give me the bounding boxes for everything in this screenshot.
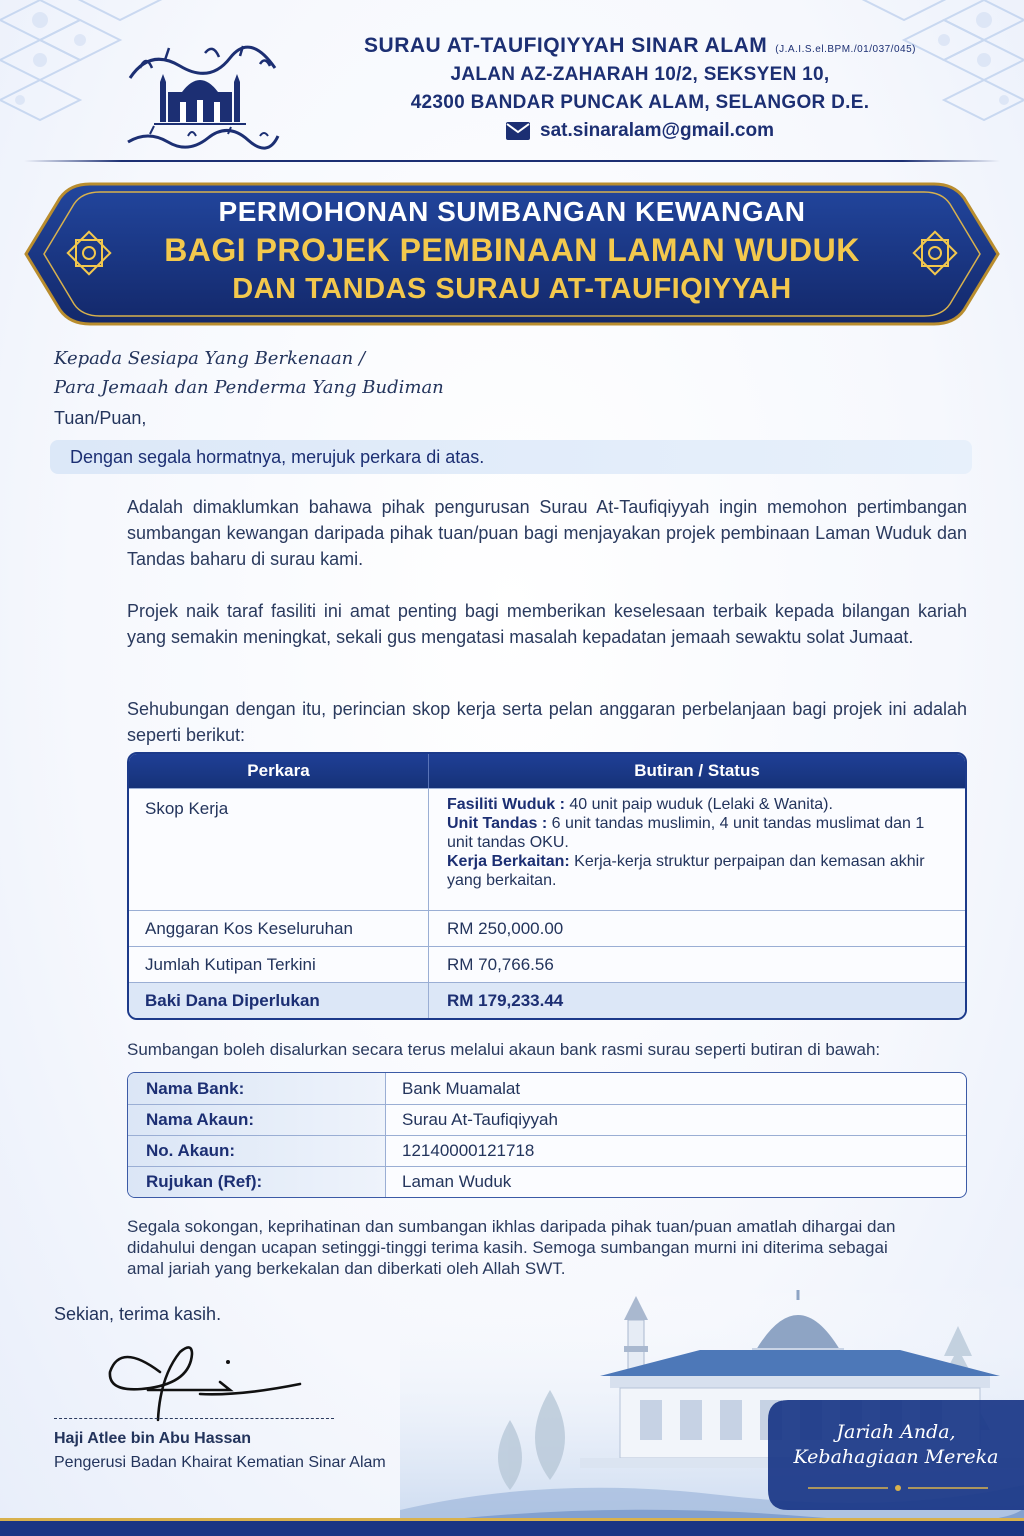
table-row (128, 1104, 966, 1135)
motto (778, 1420, 1014, 1470)
table-row (128, 1166, 966, 1197)
banner-line-3: DAN TANDAS SURAU AT-TAUFIQIYYAH (232, 273, 792, 305)
bank-table (127, 1072, 967, 1198)
letterhead (300, 34, 980, 142)
bank-field-label: No. Akaun: (128, 1136, 386, 1166)
closing: Sekian, terima kasih. (54, 1304, 222, 1324)
row-value: RM 250,000.00 (447, 918, 564, 938)
table-row (129, 910, 965, 946)
row-label: Jumlah Kutipan Terkini (129, 947, 429, 982)
banner-text (0, 196, 1024, 306)
bank-field-label: Nama Bank: (128, 1073, 386, 1104)
table-row (128, 1073, 966, 1104)
bottom-band (0, 1514, 1024, 1536)
org-name-row (300, 34, 980, 58)
signature-line (54, 1418, 334, 1419)
bank-field-value: Surau At-Taufiqiyyah (402, 1110, 558, 1129)
scope-item-title: Unit Tandas : (447, 815, 548, 832)
banner-line-1: PERMOHONAN SUMBANGAN KEWANGAN (218, 196, 806, 227)
column-header: Butiran / Status (634, 761, 760, 780)
row-value: RM 70,766.56 (447, 954, 554, 974)
scope-item-title: Kerja Berkaitan: (447, 853, 570, 870)
scope-item (447, 795, 947, 814)
column-header: Perkara (129, 754, 429, 788)
table-row (128, 1135, 966, 1166)
header-divider (24, 160, 1000, 162)
account-number[interactable]: 12140000121718 (402, 1141, 535, 1160)
paragraph-1: Adalah dimaklumkan bahawa pihak pengurusan Surau At-Taufiqiyyah ingin memohon pertimbangan sumbangan kewangan daripada pihak tuan/puan bagi menjayakan projek pembinaan Laman Wuduk dan Tandas baharu di surau kami. (127, 497, 967, 569)
total-row (129, 982, 965, 1018)
table-row (129, 788, 965, 910)
envelope-icon (506, 122, 530, 140)
motto-line-2: Kebahagiaan Mereka (793, 1446, 999, 1468)
scope-details (429, 789, 965, 910)
paragraph-2: Projek naik taraf fasiliti ini amat penting bagi memberikan keselesaan terbaik kepada bilangan kariah yang semakin meningkat, sekali gus mengatasi masalah kepadatan jemaah sewaktu solat Jumaat. (127, 601, 967, 647)
scope-item-text: 40 unit paip wuduk (Lelaki & Wanita). (564, 796, 833, 813)
email-address[interactable]: sat.sinaralam@gmail.com (540, 120, 774, 141)
address-line-2: 42300 BANDAR PUNCAK ALAM, SELANGOR D.E. (410, 92, 870, 113)
table-header-row (129, 754, 965, 788)
email-row (300, 120, 980, 142)
banner-line-2: BAGI PROJEK PEMBINAAN LAMAN WUDUK (164, 232, 860, 268)
bank-field-value: Laman Wuduk (402, 1172, 512, 1191)
total-label: Baki Dana Diperlukan (129, 983, 429, 1018)
scope-item (447, 814, 947, 852)
mosque-logo (110, 38, 290, 158)
paragraph-4: Segala sokongan, keprihatinan dan sumbangan ikhlas daripada pihak tuan/puan amatlah dihargai dan didahului dengan ucapan setinggi-tinggi terima kasih. Semoga sumbangan murni ini diterima sebagai amal jariah yang berkekalan dan diberkati oleh Allah SWT. (127, 1217, 896, 1278)
addressee-line-1: Kepada Sesiapa Yang Berkenaan / (54, 348, 366, 369)
reference-bar: Dengan segala hormatnya, merujuk perkara di atas. (50, 440, 972, 474)
scope-item-text: Kerja-kerja struktur perpaipan dan kemasan akhir yang berkaitan. (447, 853, 925, 889)
scope-item-title: Fasiliti Wuduk : (447, 796, 565, 813)
bank-field-label: Nama Akaun: (128, 1105, 386, 1135)
signer-name: Haji Atlee bin Abu Hassan (54, 1430, 252, 1447)
bank-field-label: Rujukan (Ref): (128, 1167, 386, 1197)
addressee-line-2: Para Jemaah dan Penderma Yang Budiman (54, 377, 444, 398)
scope-item (447, 852, 947, 890)
addressee (54, 344, 444, 402)
scope-item-text: 6 unit tandas muslimin, 4 unit tandas muslimat dan 1 unit tandas OKU. (447, 815, 925, 851)
row-label: Anggaran Kos Keseluruhan (129, 911, 429, 946)
registration-number: (J.A.I.S.el.BPM./01/037/045) (775, 44, 916, 55)
signature (100, 1332, 310, 1422)
greeting: Tuan/Puan, (54, 408, 147, 428)
bank-field-value: Bank Muamalat (402, 1078, 521, 1098)
signer-role: Pengerusi Badan Khairat Kematian Sinar Alam (54, 1454, 386, 1471)
table-row (129, 946, 965, 982)
motto-line-1: Jariah Anda, (836, 1421, 956, 1443)
address-line-1: JALAN AZ-ZAHARAH 10/2, SEKSYEN 10, (450, 64, 830, 85)
scope-label: Skop Kerja (129, 789, 429, 910)
total-value: RM 179,233.44 (447, 990, 564, 1010)
bank-intro: Sumbangan boleh disalurkan secara terus melalui akaun bank rasmi surau seperti butiran di bawah: (127, 1040, 881, 1059)
project-table (127, 752, 967, 1020)
org-name: SURAU AT-TAUFIQIYYAH SINAR ALAM (364, 34, 768, 57)
paragraph-3: Sehubungan dengan itu, perincian skop kerja serta pelan anggaran perbelanjaan bagi projek ini adalah seperti berikut: (127, 699, 967, 745)
